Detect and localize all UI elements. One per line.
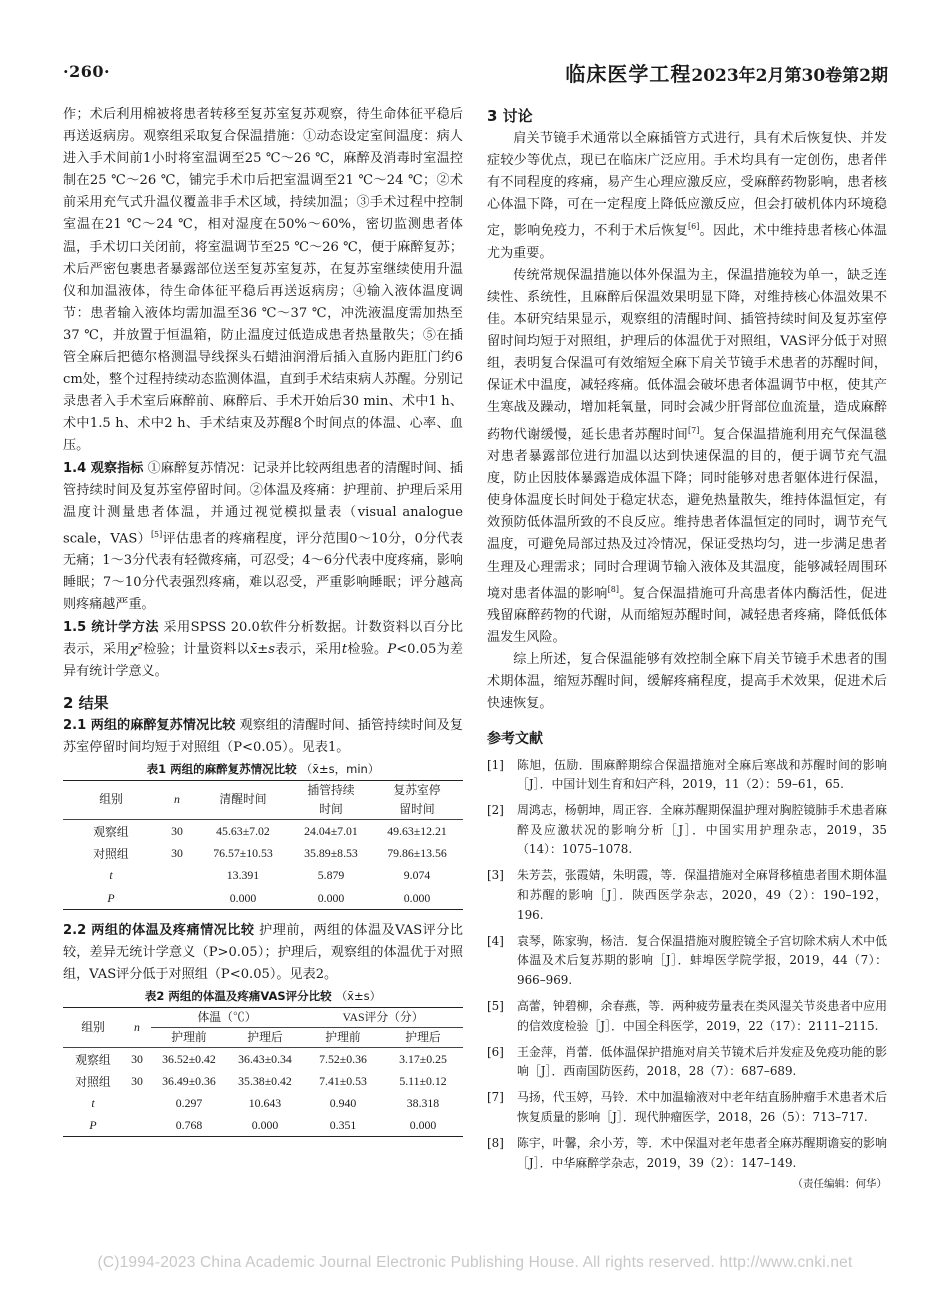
- methods-paragraph: 作；术后利用棉被将患者转移至复苏室复苏观察，待生命体征平稳后再送返病房。观察组采取复合保温措施：①动态设定室间温度：病人进入手术间前1小时将室温调至25 ℃～26 ℃，麻醉及消毒时室温控制在25 ℃～26 ℃，铺完手术巾后把室温调至21 ℃～24 ℃；②术前采用充气式升温仪覆盖非手术区域，持续加温；③手术过程中控制室温在21 ℃～24 ℃，相对湿度在50%～60%，密切监测患者体温，手术切口关闭前，将室温调节至25 ℃～26 ℃，便于麻醉复苏；术后严密包裹患者暴露部位送至复苏室复苏，在复苏室继续使用升温仪和加温液体，待生命体征平稳后再送返病房；④输入液体温度调节：患者输入液体均需加温至36 ℃～37 ℃，冲洗液温度需加热至37 ℃，并放置于恒温箱，防止温度过低造成患者热量散失；⑤在插管全麻后把德尔格测温导线探头石蜡油润滑后插入直肠内距肛门约6 cm处，整个过程持续动态监测体温，直到手术结束病人苏醒。分别记录患者入手术室后麻醉前、麻醉后、手术开始后30 min、术中1 h、术中1.5 h、术中2 h、手术结束及苏醒8个时间点的体温、心率、血压。: [63, 107, 463, 454]
- table-2: [63, 1007, 463, 1137]
- section-1-5-title: 1.5 统计学方法: [63, 619, 159, 635]
- journal-issue: 2023年2月第30卷第2期: [691, 66, 888, 86]
- table-row: t 0.297 10.643 0.940 38.318: [91, 1095, 440, 1110]
- reference-item: [6] 王金萍，肖蕾．低体温保护措施对肩关节镜术后并发症及免疫功能的影响［J］．西南国防医药，2018，28（7）：687–689.: [487, 1044, 887, 1079]
- table-row: P 0.000 0.000 0.000: [107, 890, 431, 905]
- right-column: [487, 104, 887, 1192]
- table-row: 对照组 30 36.49±0.36 35.38±0.42 7.41±0.53 5.11±0.12: [75, 1073, 447, 1089]
- citation[interactable]: [8]: [607, 584, 619, 594]
- reference-item: [8] 陈宇，叶馨，余小芳，等．术中保温对老年患者全麻苏醒期谵妄的影响［J］．中华麻醉学杂志，2019，39（2）：147–149.: [487, 1136, 887, 1170]
- section-3-title: 3 讨论: [487, 107, 533, 125]
- section-2-2: 2.2 两组的体温及疼痛情况比较 护理前，两组的体温及VAS评分比较，差异无统计学意义（P>0.05）；护理后，观察组的体温优于对照组，VAS评分低于对照组（P<0.05）。见表2。: [63, 923, 463, 983]
- page-number: ·260·: [63, 62, 111, 81]
- journal-name: 临床医学工程: [565, 62, 692, 86]
- section-1-4: 1.4 观察指标 ①麻醉复苏情况：记录并比较两组患者的清醒时间、插管持续时间及复苏室停留时间。②体温及疼痛：护理前、护理后采用温度计测量患者体温，并通过视觉模拟量表（visual analogue scale，VAS）[5]评估患者的疼痛程度，评分范围0～10分，0分代表无痛；1～3分代表有轻微疼痛，可忍受；4～6分代表中度疼痛，影响睡眠；7～10分代表强烈疼痛，难以忍受，严重影响睡眠；评分越高则疼痛越严重。: [63, 460, 463, 613]
- reference-item: [2] 周鸿志，杨朝坤，周正容．全麻苏醒期保温护理对胸腔镜肺手术患者麻醉及应激状况的影响分析［J］．中国实用护理杂志，2019，35（14）：1075–1078.: [487, 803, 887, 857]
- reference-item: [7] 马扬，代玉婷，马铃．术中加温输液对中老年结直肠肿瘤手术患者术后恢复质量的影响［J］．现代肿瘤医学，2018，26（5）：713–717.: [487, 1090, 887, 1125]
- table-1-caption: 表1 两组的麻醉复苏情况比较 （x̄±s，min）: [146, 761, 380, 776]
- section-2-2-title: 2.2 两组的体温及疼痛情况比较: [63, 923, 255, 939]
- section-2-title: 2 结果: [63, 693, 109, 712]
- discussion-paragraph-2: 传统常规保温措施以体外保温为主，保温措施较为单一，缺乏连续性、系统性，且麻醉后保温效果明显下降，对维持核心体温效果不佳。本研究结果显示，观察组的清醒时间、插管持续时间及复苏室停留时间均短于对照组，护理后的体温优于对照组，VAS评分低于对照组，表明复合保温可有效缩短全麻下肩关节镜手术患者的苏醒时间，保证术中温度，减轻疼痛。低体温会破坏患者体温调节中枢，使其产生寒战及躁动，增加耗氧量，同时会减少肝肾部位血流量，造成麻醉药物代谢缓慢，延长患者苏醒时间[7]。复合保温措施利用充气保温毯对患者暴露部位进行加温以达到快速保温的目的，便于调节充气温度，防止因肢体暴露造成体温下降；同时能够对患者躯体进行保温，使身体温度长时间处于稳定状态，避免热量散失，维持体温恒定，有效预防低体温所致的不良反应。维持患者体温恒定的同时，调节充气温度，可避免局部过热及过冷情况，保证受热均匀，进一步满足患者生理及心理需求；同时合理调节输入液体及其温度，能够减轻周围环境对患者体温的影响[8]。复合保温措施可升高患者体内酶活性，促进残留麻醉药物的代谢，从而缩短苏醒时间，减轻患者疼痛，降低低体温发生风险。: [487, 267, 888, 646]
- table-header: 插管持续: [307, 782, 355, 797]
- section-2-1: 2.1 两组的麻醉复苏情况比较 观察组的清醒时间、插管持续时间及复苏室停留时间均短于对照组（P<0.05）。见表1。: [63, 717, 463, 755]
- table-header: 组别: [63, 1008, 123, 1048]
- citation[interactable]: [6]: [688, 222, 700, 232]
- table-row: 观察组 30 45.63±7.02 24.04±7.01 49.63±12.21: [93, 823, 447, 839]
- left-column: [63, 104, 463, 1137]
- running-header: [565, 58, 888, 87]
- reference-item: [1] 陈旭，伍励．围麻醉期综合保温措施对全麻后寒战和苏醒时间的影响［J］．中国计划生育和妇产科，2019，11（2）：59–61，65.: [487, 757, 887, 792]
- citation[interactable]: [5]: [150, 529, 163, 539]
- section-1-5: 1.5 统计学方法 采用SPSS 20.0软件分析数据。计数资料以百分比表示，采用χ²检验；计量资料以x̄±s表示，采用t检验。P<0.05为差异有统计学意义。: [63, 619, 464, 679]
- reference-item: [5] 高蕾，钟碧柳，余春燕，等．两种疲劳量表在类风湿关节炎患者中应用的信效度检验［J］．中国全科医学，2019，22（17）：2111–2115.: [487, 999, 887, 1033]
- table-header: 护理后: [227, 1028, 303, 1048]
- table-header: 时间: [291, 800, 371, 820]
- discussion-paragraph-1: 肩关节镜手术通常以全麻插管方式进行，具有术后恢复快、并发症较少等优点，现已在临床广泛应用。手术均具有一定创伤，患者伴有不同程度的疼痛，易产生心理应激反应，受麻醉药物影响，患者核心体温下降，可在一定程度上降低应激反应，但会打破机体内环境稳定，影响免疫力，不利于术后恢复[6]。因此，术中维持患者核心体温尤为重要。: [487, 131, 888, 261]
- table-header: 护理前: [151, 1028, 227, 1048]
- editor-note: （责任编辑：何华）: [792, 1177, 887, 1190]
- table-header: 护理后: [383, 1028, 463, 1048]
- copyright-footer: (C)1994-2023 China Academic Journal Electronic Publishing House. All rights reserved. http://www.cnki.net: [97, 1254, 853, 1271]
- section-2-1-title: 2.1 两组的麻醉复苏情况比较: [63, 717, 236, 733]
- reference-item: [3] 朱芳芸，张霞婧，朱明霞，等．保温措施对全麻肾移植患者围术期体温和苏醒的影响［J］．陕西医学杂志，2020，49（2）：190–192，196.: [487, 868, 887, 922]
- table-row: P 0.768 0.000 0.351 0.000: [89, 1117, 437, 1132]
- table-header: 组别: [63, 780, 159, 819]
- citation[interactable]: [7]: [688, 425, 700, 435]
- table-row: 对照组 30 76.57±10.53 35.89±8.53 79.86±13.56: [93, 845, 447, 861]
- table-header: 清醒时间: [195, 780, 291, 819]
- table-header: n: [123, 1008, 151, 1048]
- section-1-4-title: 1.4 观察指标: [63, 460, 144, 476]
- reference-list: [487, 756, 887, 1174]
- table-header: 留时间: [371, 800, 463, 820]
- discussion-paragraph-3: 综上所述，复合保温能够有效控制全麻下肩关节镜手术患者的围术期体温，缩短苏醒时间，缓解疼痛程度，提高手术效果，促进术后快速恢复。: [487, 652, 887, 712]
- table-header: VAS评分（分）: [303, 1008, 463, 1028]
- table-header: 护理前: [303, 1028, 383, 1048]
- table-2-caption: 表2 两组的体温及疼痛VAS评分比较 （x̄±s）: [144, 989, 382, 1004]
- table-1: [63, 780, 463, 910]
- table-header: 体温（℃）: [151, 1008, 303, 1028]
- reference-item: [4] 袁琴，陈家驹，杨洁．复合保温措施对腹腔镜全子宫切除术病人术中低体温及术后复苏期的影响［J］．蚌埠医学院学报，2019，44（7）：966–969.: [487, 933, 887, 987]
- table-row: 观察组 30 36.52±0.42 36.43±0.34 7.52±0.36 3.17±0.25: [75, 1051, 447, 1067]
- table-row: t 13.391 5.879 9.074: [109, 868, 431, 883]
- table-header: 复苏室停: [393, 782, 441, 797]
- references-title: 参考文献: [487, 730, 543, 747]
- table-header: n: [159, 780, 195, 819]
